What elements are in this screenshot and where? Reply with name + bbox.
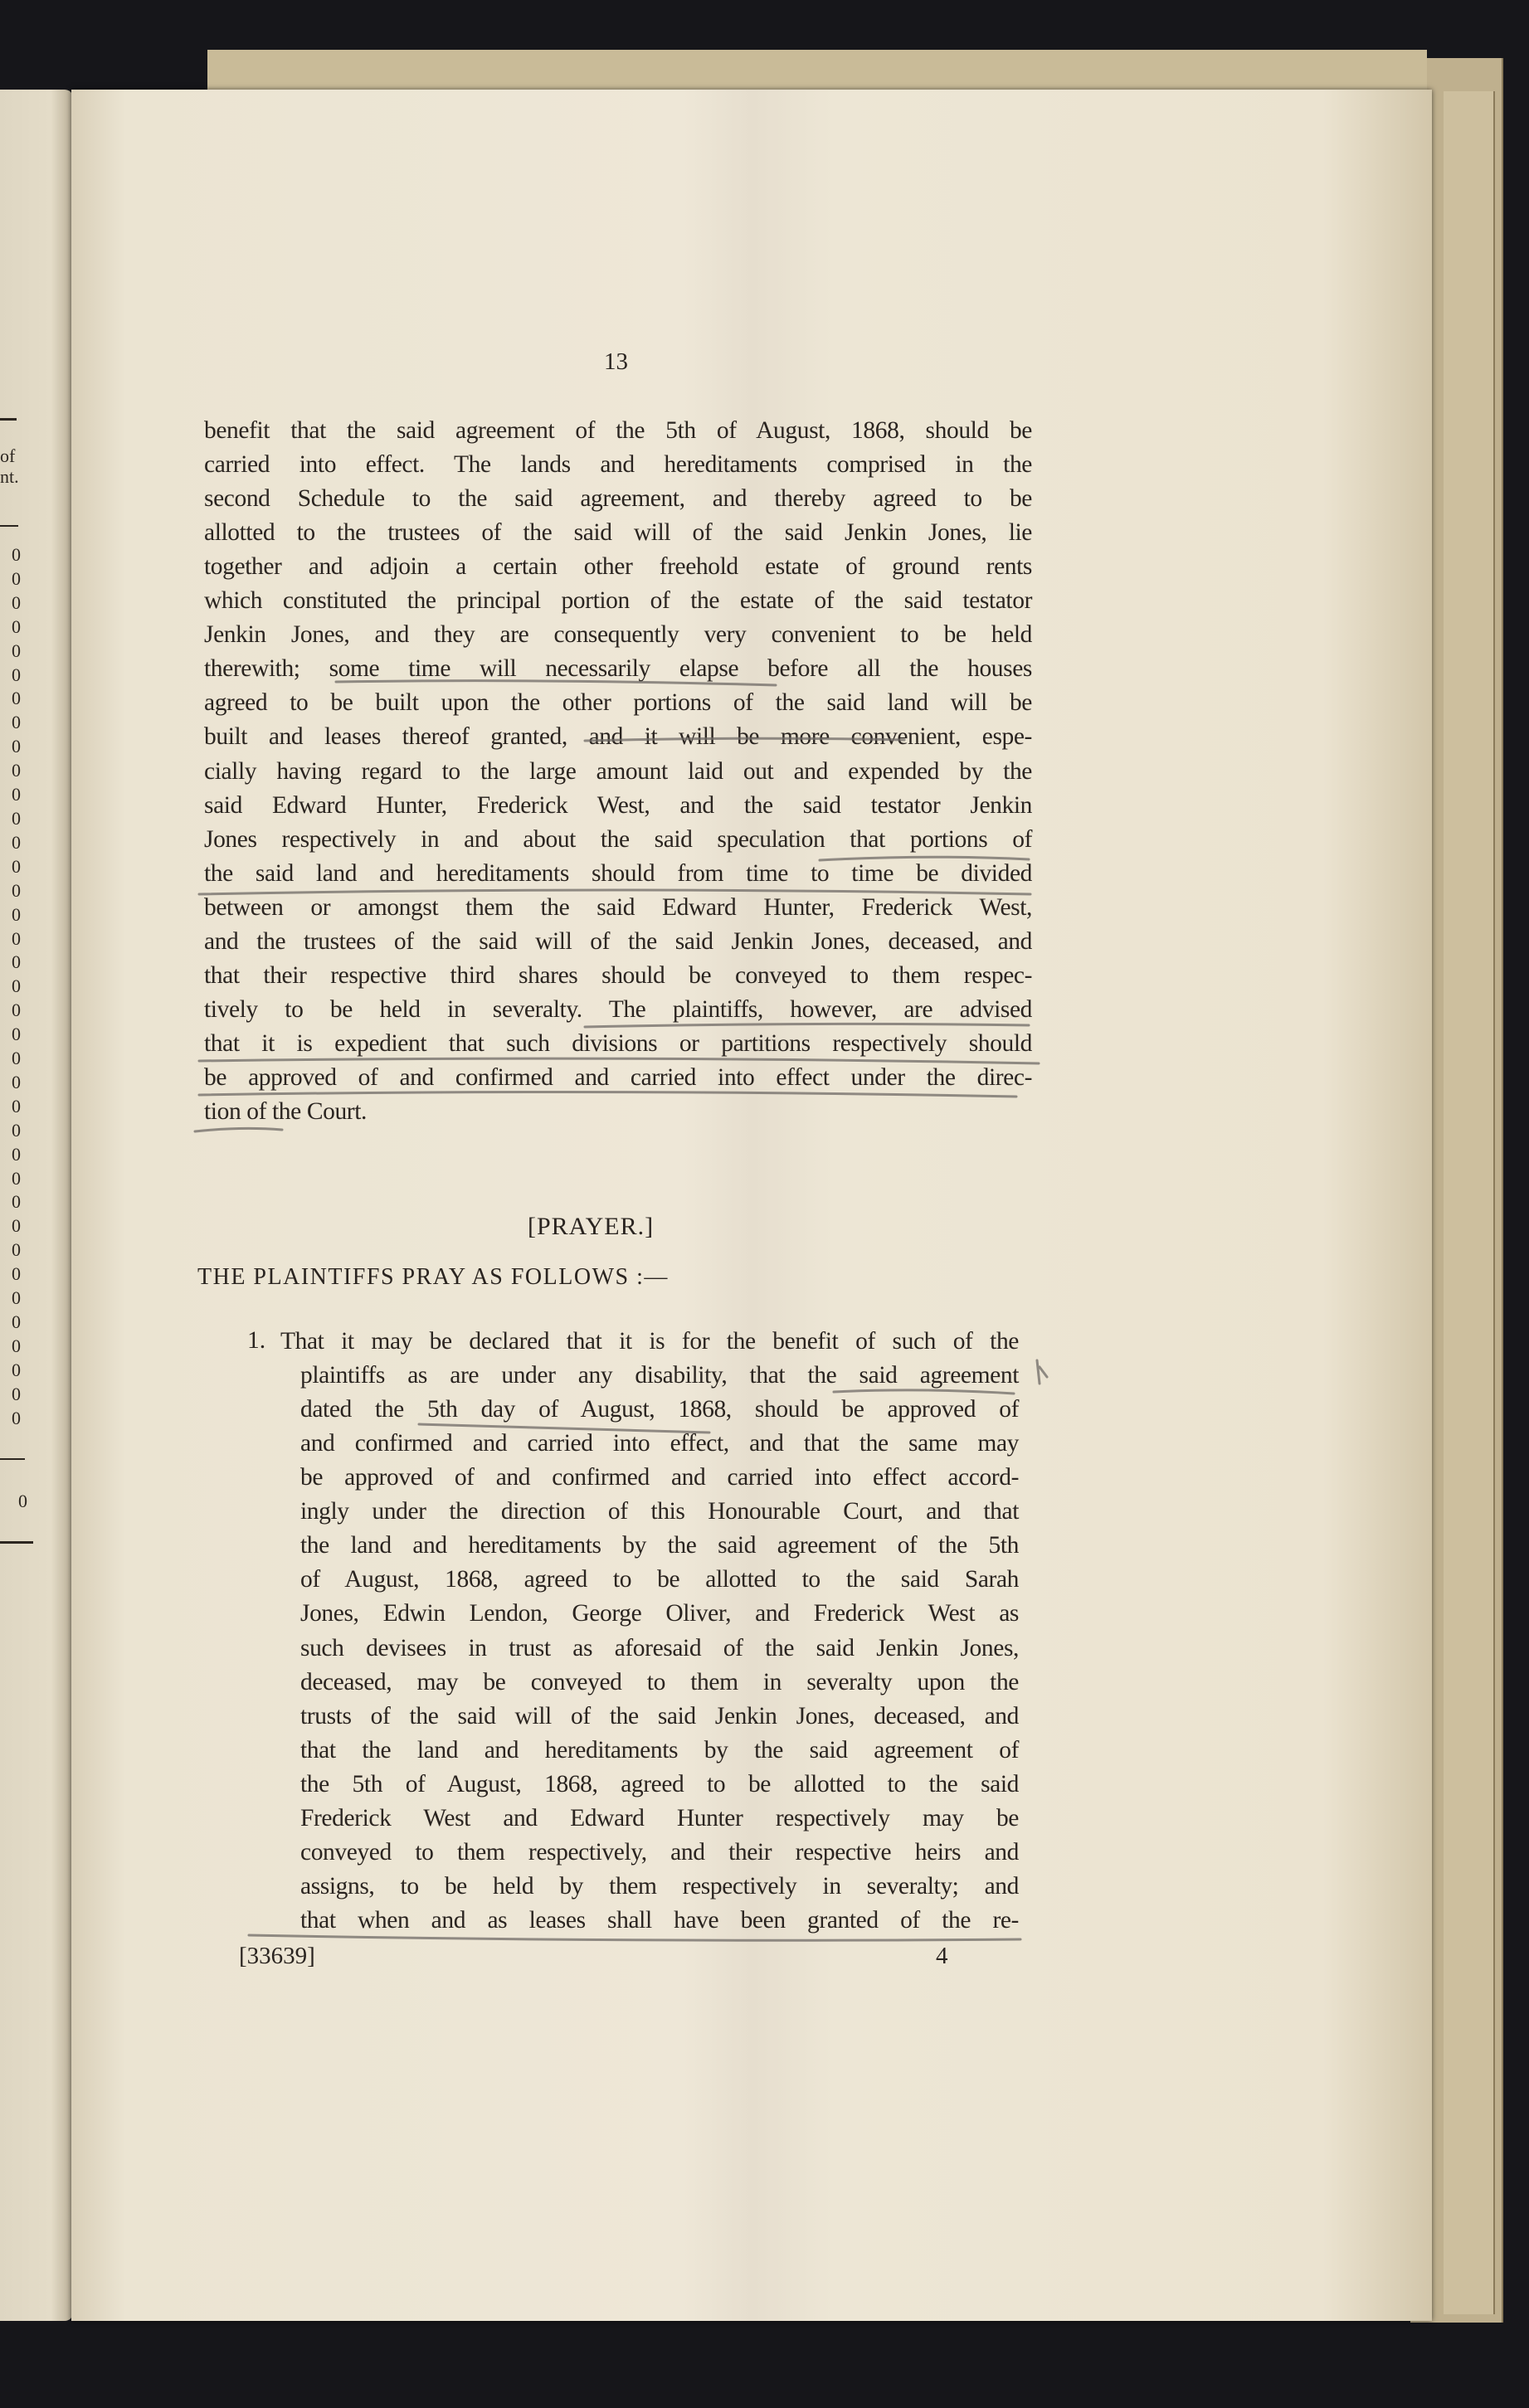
text-line: and the trustees of the said will of the said Jenkin Jones, deceased, and xyxy=(204,927,1032,955)
text-line: benefit that the said agreement of the 5th of August, 1868, should be xyxy=(204,417,1032,444)
text-line: carried into effect. The lands and hereditaments comprised in the xyxy=(204,451,1032,479)
amount-value: 0 xyxy=(12,1191,21,1213)
amount-value: 0 xyxy=(12,784,21,805)
text-line: that the land and hereditaments by the said agreement of xyxy=(300,1736,1019,1763)
amount-value: 0 xyxy=(12,903,21,925)
text-line: the said land and hereditaments should from time to time be divided xyxy=(204,859,1032,887)
prayer-subheading: THE PLAINTIFFS PRAY AS FOLLOWS :— xyxy=(197,1264,669,1290)
text-line: tively to be held in severalty. The plaintiffs, however, are advised xyxy=(204,995,1032,1023)
amount-value: 0 xyxy=(12,1071,21,1092)
amount-value: 0 xyxy=(12,712,21,733)
section-heading: [PRAYER.] xyxy=(528,1213,655,1240)
text-line: Jones respectively in and about the said speculation that portions of xyxy=(204,825,1032,853)
text-line: trusts of the said will of the said Jenkin Jones, deceased, and xyxy=(300,1702,1019,1729)
text-line: second Schedule to the said agreement, and thereby agreed to be xyxy=(204,485,1032,513)
text-line: such devisees in trust as aforesaid of the said Jenkin Jones, xyxy=(300,1634,1019,1661)
item-number: 1. xyxy=(247,1327,266,1354)
text-line: ingly under the direction of this Honourable Court, and that xyxy=(300,1498,1019,1525)
text-line: assigns, to be held by them respectively in severalty; and xyxy=(300,1872,1019,1900)
amount-value: 0 xyxy=(12,1024,21,1045)
amount-value: 0 xyxy=(12,1383,21,1404)
table-rule xyxy=(0,1541,33,1544)
text-line: plaintiffs as are under any disability, that the said agreement xyxy=(300,1362,1019,1389)
text-line: deceased, may be conveyed to them in severalty upon the xyxy=(300,1668,1019,1695)
amount-value: 0 xyxy=(12,831,21,853)
left-facing-page xyxy=(0,90,73,2321)
amount-value: 0 xyxy=(12,855,21,877)
text-line: cially having regard to the large amount laid out and expended by the xyxy=(204,757,1032,785)
amount-value: 0 xyxy=(12,1287,21,1309)
text-line: that it is expedient that such divisions or partitions respectively should xyxy=(204,1029,1032,1057)
amount-value: 0 xyxy=(12,591,21,613)
text-line: conveyed to them respectively, and their respective heirs and xyxy=(300,1838,1019,1866)
amount-value: 0 xyxy=(12,1215,21,1237)
text-line: Jones, Edwin Lendon, George Oliver, and Frederick West as xyxy=(300,1600,1019,1627)
text-line: tion of the Court. xyxy=(204,1098,368,1125)
text-line: that when and as leases shall have been granted of the re- xyxy=(300,1907,1019,1934)
amount-value: 0 xyxy=(12,1000,21,1021)
text-line: be approved of and confirmed and carried into effect accord- xyxy=(300,1464,1019,1491)
text-line: therewith; some time will necessarily elapse before all the houses xyxy=(204,655,1032,683)
text-line: together and adjoin a certain other freehold estate of ground rents xyxy=(204,553,1032,581)
text-line: built and leases thereof granted, and it will be more convenient, espe- xyxy=(204,723,1032,751)
table-rule xyxy=(0,1458,25,1460)
text-line: and confirmed and carried into effect, and that the same may xyxy=(300,1430,1019,1457)
amount-value: 0 xyxy=(12,1359,21,1380)
amount-value: 0 xyxy=(12,1311,21,1332)
amount-value: 0 xyxy=(12,544,21,565)
amount-value: 0 xyxy=(12,1167,21,1189)
amount-value: 0 xyxy=(12,1095,21,1116)
amount-value: 0 xyxy=(12,736,21,757)
text-line: allotted to the trustees of the said will of the said Jenkin Jones, lie xyxy=(204,519,1032,547)
text-line: the 5th of August, 1868, agreed to be allotted to the said xyxy=(300,1770,1019,1797)
text-line: which constituted the principal portion of the estate of the said testator xyxy=(204,587,1032,615)
total-value: 0 xyxy=(18,1491,27,1511)
text-line: Jenkin Jones, and they are consequently very convenient to be held xyxy=(204,621,1032,649)
amount-value: 0 xyxy=(12,640,21,661)
table-rule xyxy=(0,525,18,527)
amount-value: 0 xyxy=(12,760,21,781)
amount-value: 0 xyxy=(12,615,21,637)
text-line: dated the 5th day of August, 1868, should be approved of xyxy=(300,1396,1019,1423)
amount-value: 0 xyxy=(12,927,21,949)
amount-value: 0 xyxy=(12,1407,21,1428)
text-line: be approved of and confirmed and carried into effect under the direc- xyxy=(204,1063,1032,1091)
page-number: 13 xyxy=(604,348,628,375)
amount-value: 0 xyxy=(12,879,21,901)
amount-value: 0 xyxy=(12,1263,21,1285)
text-line: That it may be declared that it is for the benefit of such of the xyxy=(280,1328,1019,1355)
amount-value: 0 xyxy=(12,807,21,829)
column-header-fragment: nt. xyxy=(0,466,19,487)
text-line: Frederick West and Edward Hunter respectively may be xyxy=(300,1804,1019,1832)
text-line: of August, 1868, agreed to be allotted to the said Sarah xyxy=(300,1566,1019,1593)
signature-mark: 4 xyxy=(936,1943,948,1969)
amount-value: 0 xyxy=(12,1239,21,1261)
text-line: between or amongst them the said Edward Hunter, Frederick West, xyxy=(204,893,1032,921)
column-header-fragment: of xyxy=(0,445,16,466)
amount-value: 0 xyxy=(12,664,21,685)
table-rule xyxy=(0,418,17,421)
amount-value: 0 xyxy=(12,951,21,973)
amount-value: 0 xyxy=(12,975,21,997)
amount-value: 0 xyxy=(12,688,21,709)
amount-value: 0 xyxy=(12,1335,21,1356)
amount-value: 0 xyxy=(12,567,21,589)
text-line: the land and hereditaments by the said agreement of the 5th xyxy=(300,1532,1019,1559)
amount-value: 0 xyxy=(12,1143,21,1165)
amount-value: 0 xyxy=(12,1119,21,1141)
document-reference: [33639] xyxy=(239,1943,315,1969)
text-line: said Edward Hunter, Frederick West, and the said testator Jenkin xyxy=(204,791,1032,819)
text-line: agreed to be built upon the other portions of the said land will be xyxy=(204,689,1032,717)
amount-column xyxy=(12,543,28,1431)
text-line: that their respective third shares should be conveyed to them respec- xyxy=(204,961,1032,989)
page-edges xyxy=(1444,91,1495,2314)
amount-value: 0 xyxy=(12,1048,21,1069)
